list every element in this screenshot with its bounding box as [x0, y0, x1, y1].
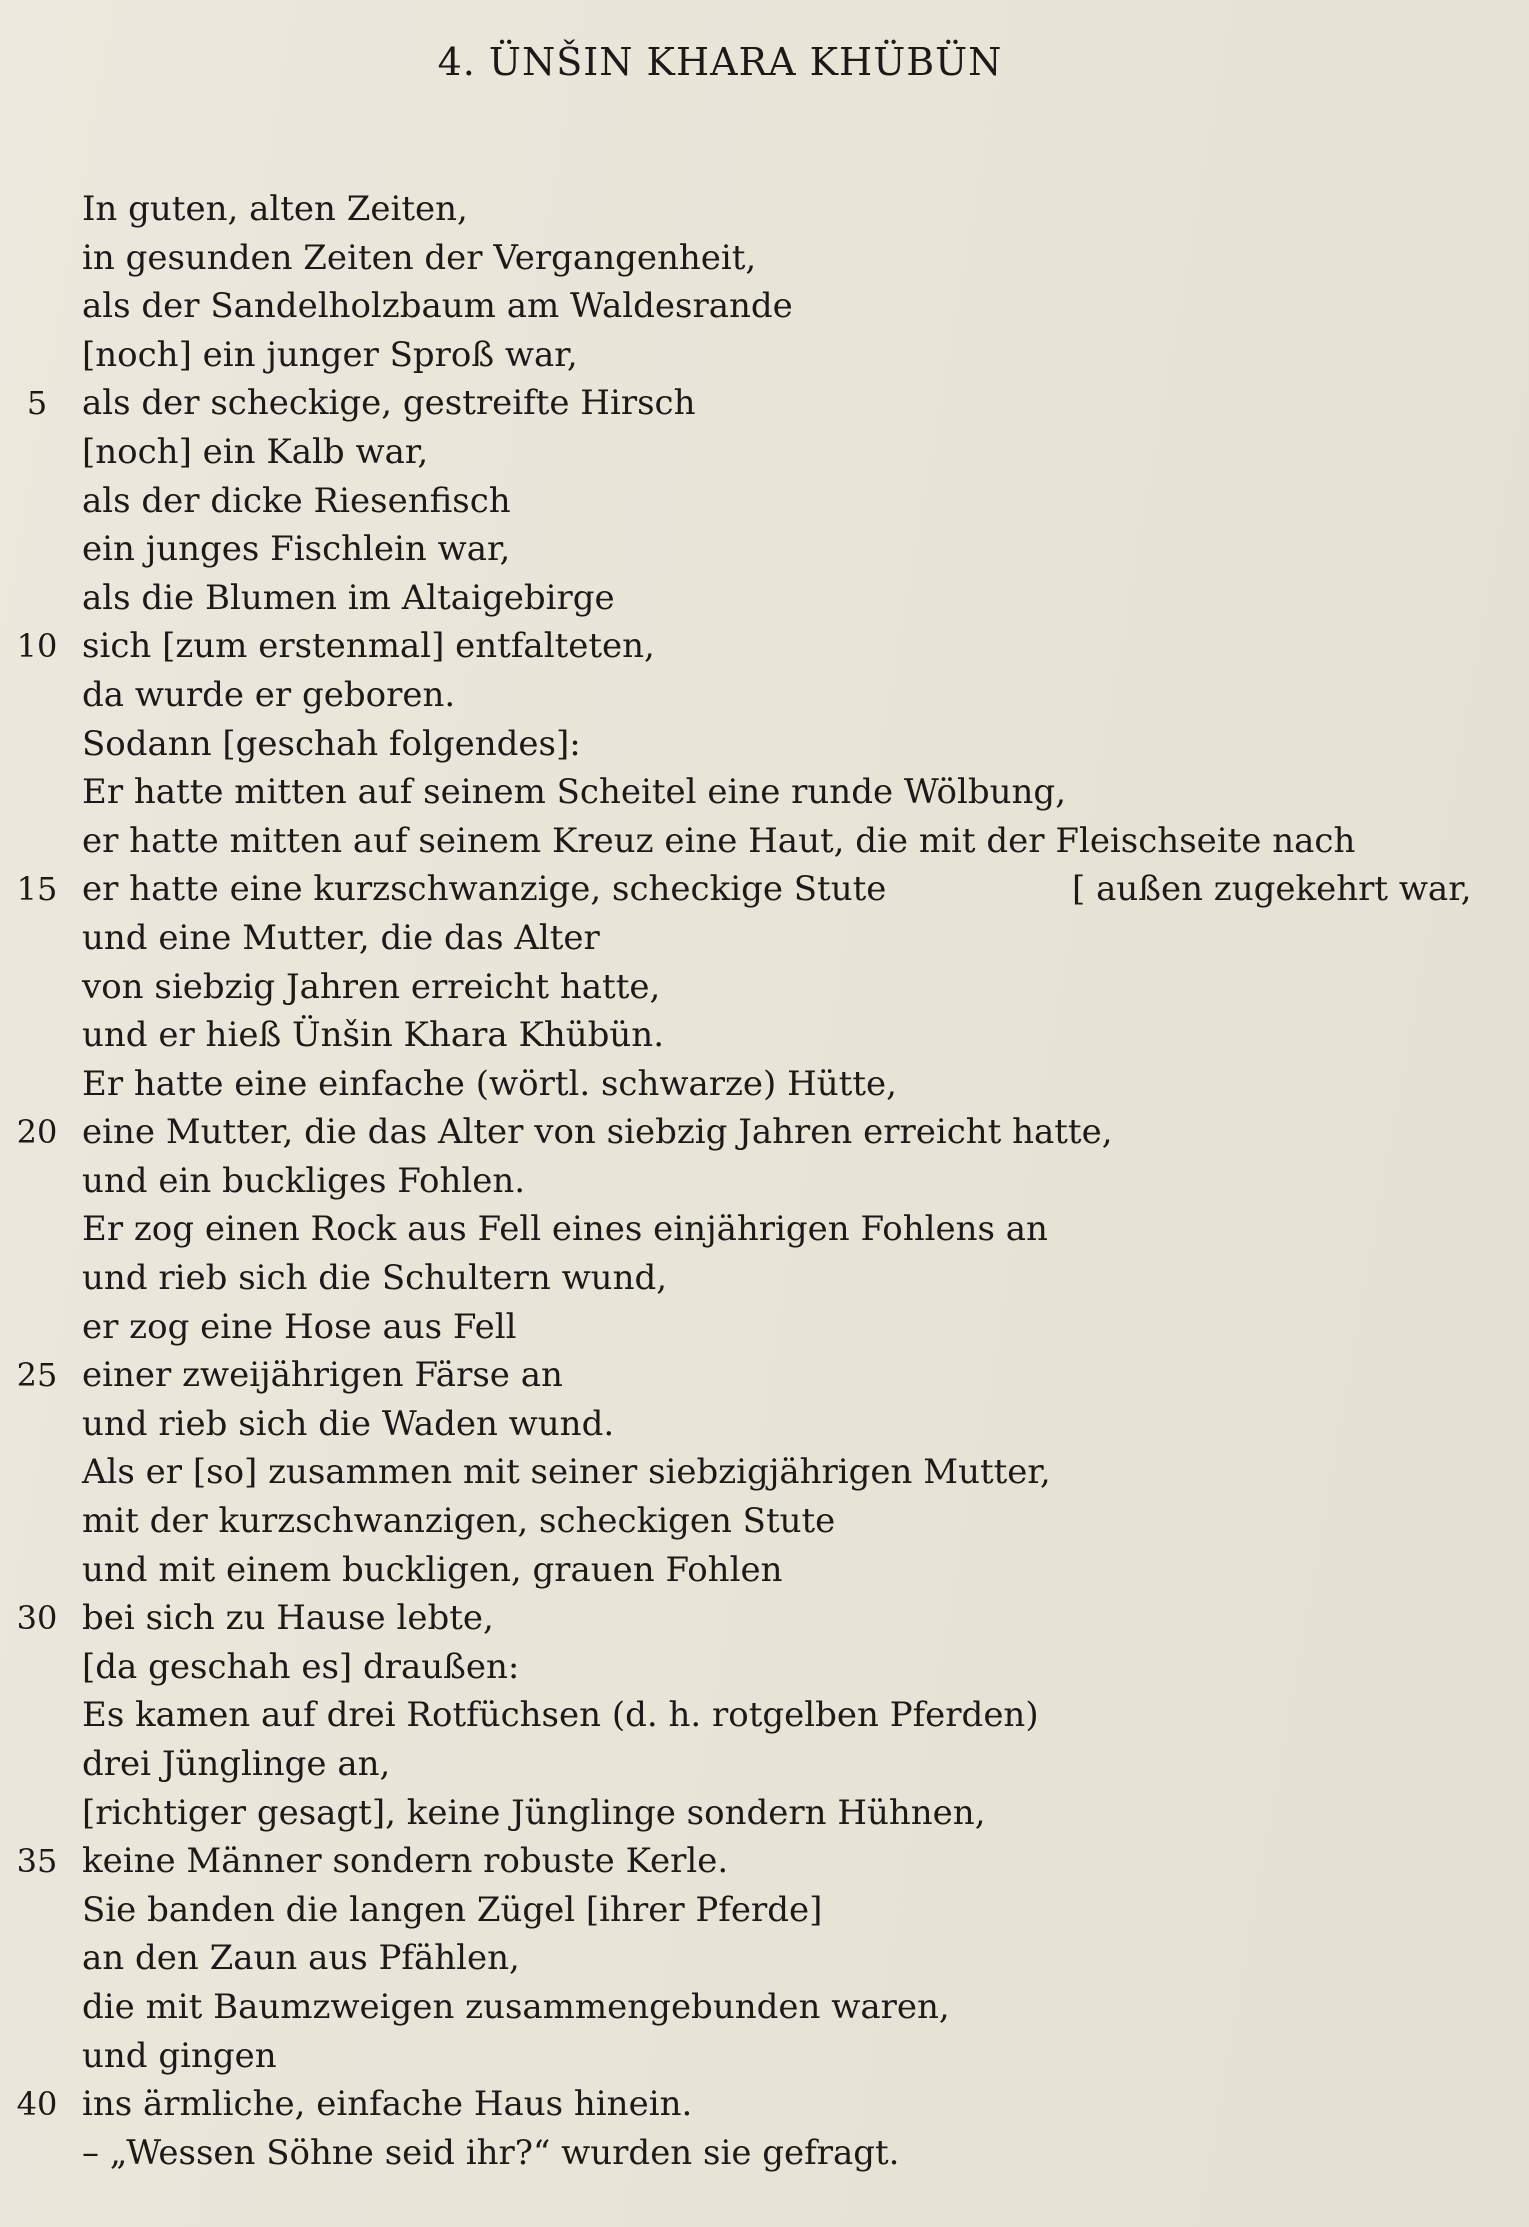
poem-line: [0, 379, 1529, 428]
poem-line: [0, 1837, 1529, 1886]
line-text: [noch] ein Kalb war,: [82, 431, 429, 472]
poem-line: [0, 1740, 1529, 1789]
poem-line: [0, 1497, 1529, 1546]
poem-line: [0, 1400, 1529, 1449]
line-number: 15: [16, 870, 58, 909]
line-text: mit der kurzschwanzigen, scheckigen Stute: [82, 1501, 836, 1542]
line-text: als die Blumen im Altaigebirge: [82, 577, 615, 618]
line-text: bei sich zu Hause lebte,: [82, 1598, 494, 1639]
poem-line: [0, 622, 1529, 671]
line-number: 20: [16, 1113, 58, 1152]
line-text: in gesunden Zeiten der Vergangenheit,: [82, 237, 757, 278]
line-text: Sodann [geschah folgendes]:: [82, 723, 581, 764]
poem-line: [0, 1594, 1529, 1643]
line-text: [da geschah es] draußen:: [82, 1646, 520, 1687]
poem-line: [0, 234, 1529, 283]
line-text: an den Zaun aus Pfählen,: [82, 1938, 520, 1979]
poem-line: [0, 1157, 1529, 1206]
line-text: von siebzig Jahren erreicht hatte,: [82, 966, 661, 1007]
line-text: eine Mutter, die das Alter von siebzig Jahren erreicht hatte,: [82, 1112, 1113, 1153]
line-text: Es kamen auf drei Rotfüchsen (d. h. rotgelben Pferden): [82, 1695, 1039, 1736]
line-text: einer zweijährigen Färse an: [82, 1355, 563, 1396]
line-text: und er hieß Ünšin Khara Khübün.: [82, 1015, 665, 1056]
line-text: und mit einem buckligen, grauen Fohlen: [82, 1549, 783, 1590]
line-number: 5: [26, 384, 48, 423]
poem-line: [0, 963, 1529, 1012]
poem-line: [0, 185, 1529, 234]
line-text: er hatte mitten auf seinem Kreuz eine Haut, die mit der Fleischseite nach: [82, 820, 1356, 861]
poem-line: [0, 525, 1529, 574]
poem-text: [0, 185, 1529, 2177]
line-number: 35: [16, 1842, 58, 1881]
line-text: keine Männer sondern robuste Kerle.: [82, 1841, 729, 1882]
poem-line: [0, 1108, 1529, 1157]
poem-line: [0, 1934, 1529, 1983]
line-text: In guten, alten Zeiten,: [82, 189, 468, 229]
line-text: ein junges Fischlein war,: [82, 529, 511, 570]
poem-line: [0, 817, 1529, 866]
poem-line: [0, 2129, 1529, 2178]
poem-line: [0, 1886, 1529, 1935]
poem-line: [0, 1643, 1529, 1692]
line-text: ins ärmliche, einfache Haus hinein.: [82, 2084, 693, 2125]
line-text: Als er [so] zusammen mit seiner siebzigjährigen Mutter,: [82, 1452, 1051, 1493]
line-text: und eine Mutter, die das Alter: [82, 917, 600, 958]
line-text: drei Jünglinge an,: [82, 1744, 391, 1784]
line-number: 25: [16, 1356, 58, 1395]
line-text: und rieb sich die Schultern wund,: [82, 1258, 668, 1299]
line-number: 30: [16, 1599, 58, 1638]
poem-line: [0, 1546, 1529, 1595]
line-text: Er zog einen Rock aus Fell eines einjährigen Fohlens an: [82, 1209, 1048, 1250]
poem-line: [0, 574, 1529, 623]
line-text: – „Wessen Söhne seid ihr?“ wurden sie gefragt.: [82, 2132, 900, 2173]
chapter-title: 4. ÜNŠIN KHARA KHÜBÜN: [437, 40, 1003, 84]
poem-line: [0, 720, 1529, 769]
line-text: Er hatte eine einfache (wörtl. schwarze) Hütte,: [82, 1063, 897, 1104]
line-text: und ein buckliges Fohlen.: [82, 1160, 526, 1201]
line-text: als der Sandelholzbaum am Waldesrande: [82, 286, 793, 327]
poem-line: [0, 1060, 1529, 1109]
poem-line: [0, 477, 1529, 526]
poem-line: [0, 914, 1529, 963]
line-text: und gingen: [82, 2035, 277, 2076]
poem-line: [0, 282, 1529, 331]
line-text: Er hatte mitten auf seinem Scheitel eine runde Wölbung,: [82, 772, 1067, 813]
line-text: da wurde er geboren.: [82, 674, 456, 715]
poem-line: [0, 1789, 1529, 1838]
poem-line: [0, 1691, 1529, 1740]
line-text: [noch] ein junger Sproß war,: [82, 334, 578, 375]
line-text: sich [zum erstenmal] entfalteten,: [82, 626, 655, 667]
poem-line: [0, 1448, 1529, 1497]
line-number: 10: [16, 627, 58, 666]
line-text: und rieb sich die Waden wund.: [82, 1403, 615, 1444]
poem-line: [0, 1303, 1529, 1352]
poem-line: [0, 671, 1529, 720]
line-number: 40: [16, 2085, 58, 2124]
line-text: Sie banden die langen Zügel [ihrer Pferde]: [82, 1889, 823, 1930]
poem-line: [0, 768, 1529, 817]
poem-line: [0, 1254, 1529, 1303]
line-text: als der scheckige, gestreifte Hirsch: [82, 383, 696, 424]
poem-line: [0, 1011, 1529, 1060]
line-text: er hatte eine kurzschwanzige, scheckige Stute: [82, 869, 887, 910]
line-text: [richtiger gesagt], keine Jünglinge sondern Hühnen,: [82, 1792, 986, 1833]
poem-line: [0, 1205, 1529, 1254]
line-continuation: [ außen zugekehrt war,: [1072, 869, 1472, 910]
line-text: die mit Baumzweigen zusammengebunden waren,: [82, 1986, 950, 2027]
poem-line: [0, 1983, 1529, 2032]
line-text: als der dicke Riesenfisch: [82, 480, 511, 521]
poem-line: [0, 428, 1529, 477]
poem-line: [0, 331, 1529, 380]
poem-line: [0, 2080, 1529, 2129]
poem-line: [0, 1351, 1529, 1400]
poem-line: [0, 2032, 1529, 2081]
line-text: er zog eine Hose aus Fell: [82, 1306, 517, 1347]
poem-line: [0, 865, 1529, 914]
